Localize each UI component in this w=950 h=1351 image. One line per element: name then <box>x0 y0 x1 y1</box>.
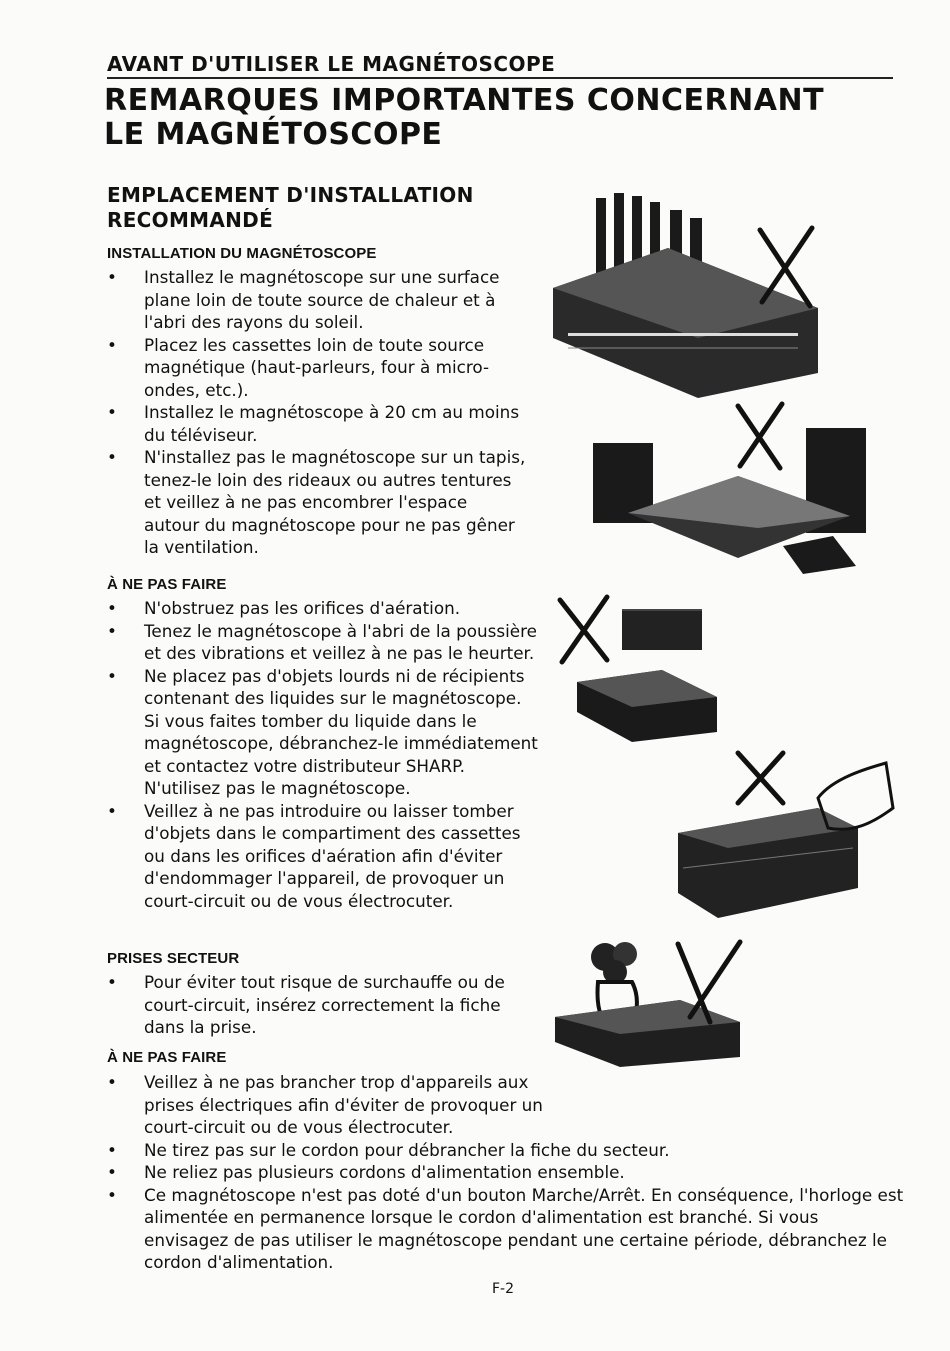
cross-icon <box>560 597 607 662</box>
list-item: • Ne placez pas d'objets lourds ni de récipients contenant des liquides sur le magnétoscope. Si vous faites tomber du liquide dans le magnétoscope, débranchez-le immédiatement et contactez votre distributeur SHARP. N'utilisez pas le magnétoscope. <box>107 665 539 800</box>
list-item: • Ne tirez pas sur le cordon pour débrancher la fiche du secteur. <box>107 1139 907 1162</box>
list-item: • N'installez pas le magnétoscope sur un tapis, tenez-le loin des rideaux ou autres tentures et veillez à ne pas encombrer l'espace autour du magnétoscope pour ne pas gêner la ventilation. <box>107 446 527 559</box>
prises-ne-pas-faire-list <box>107 1071 907 1274</box>
emplacement-title: EMPLACEMENT D'INSTALLATION RECOMMANDÉ <box>107 183 474 232</box>
illustration-sunlight <box>548 188 828 400</box>
list-item: • Placez les cassettes loin de toute source magnétique (haut-parleurs, four à micro-ondes, etc.). <box>107 334 527 402</box>
list-item: • Veillez à ne pas introduire ou laisser tomber d'objets dans le compartiment des cassettes ou dans les orifices d'aération afin d'éviter d'endommager l'appareil, de provoquer un court-circuit ou de vous électrocuter. <box>107 800 539 913</box>
page-number: F-2 <box>492 1281 515 1297</box>
list-item: • Ce magnétoscope n'est pas doté d'un bouton Marche/Arrêt. En conséquence, l'horloge est alimentée en permanence lorsque le cordon d'alimentation est branché. Si vous envisagez de pas utiliser le magnétoscope pendant une certaine période, débranchez le cordon d'alimentation. <box>107 1184 907 1274</box>
title-rule <box>107 77 893 79</box>
list-item: • Ne reliez pas plusieurs cordons d'alimentation ensemble. <box>107 1161 907 1184</box>
prises-list <box>107 971 527 1039</box>
installation-heading: INSTALLATION DU MAGNÉTOSCOPE <box>107 245 377 262</box>
ne-pas-faire-heading: À NE PAS FAIRE <box>107 576 227 593</box>
cross-icon <box>738 753 783 803</box>
illustration-insert-object <box>668 748 900 923</box>
cross-icon <box>738 404 782 468</box>
ne-pas-faire-list <box>107 597 539 912</box>
page-title: REMARQUES IMPORTANTES CONCERNANT LE MAGNÉTOSCOPE <box>104 83 825 152</box>
list-item: • Tenez le magnétoscope à l'abri de la poussière et des vibrations et veillez à ne pas le heurter. <box>107 620 539 665</box>
prises-ne-pas-faire-heading: À NE PAS FAIRE <box>107 1049 227 1066</box>
section-title: AVANT D'UTILISER LE MAGNÉTOSCOPE <box>107 52 556 76</box>
installation-list <box>107 266 527 559</box>
prises-heading: PRISES SECTEUR <box>107 950 240 967</box>
list-item: • Installez le magnétoscope sur une surface plane loin de toute source de chaleur et à l'abri des rayons du soleil. <box>107 266 527 334</box>
cross-icon <box>760 228 812 306</box>
illustration-speakers <box>588 398 868 578</box>
illustration-vase <box>550 932 750 1072</box>
list-item: • N'obstruez pas les orifices d'aération. <box>107 597 539 620</box>
list-item: • Veillez à ne pas brancher trop d'appareils aux prises électriques afin d'éviter de provoquer un court-circuit ou de vous électrocuter. <box>107 1071 907 1139</box>
illustration-dust <box>552 592 722 752</box>
list-item: • Installez le magnétoscope à 20 cm au moins du téléviseur. <box>107 401 527 446</box>
list-item: • Pour éviter tout risque de surchauffe ou de court-circuit, insérez correctement la fiche dans la prise. <box>107 971 527 1039</box>
